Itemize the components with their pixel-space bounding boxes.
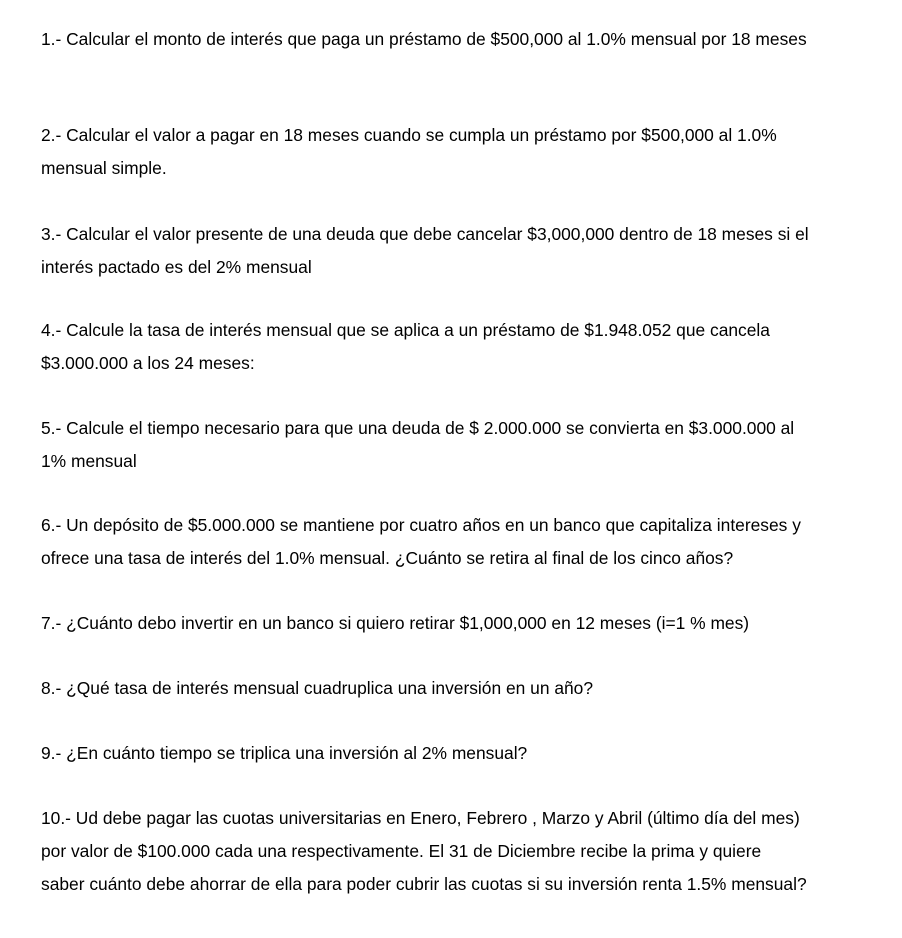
problem-6-line-1: 6.- Un depósito de $5.000.000 se mantiene por cuatro años en un banco que capitaliza intereses y — [41, 515, 801, 535]
problem-2 — [41, 119, 881, 185]
problem-1 — [41, 23, 881, 56]
problem-5-line-1: 5.- Calcule el tiempo necesario para que una deuda de $ 2.000.000 se convierta en $3.000.000 al — [41, 418, 795, 438]
problem-4-line-1: 4.- Calcule la tasa de interés mensual que se aplica a un préstamo de $1.948.052 que cancela — [41, 320, 770, 340]
problem-8 — [41, 672, 881, 705]
problem-9-line-1: 9.- ¿En cuánto tiempo se triplica una inversión al 2% mensual? — [41, 743, 528, 763]
problem-2-line-2: mensual simple. — [41, 158, 167, 178]
problem-10-line-2: por valor de $100.000 cada una respectivamente. El 31 de Diciembre recibe la prima y quiere — [41, 841, 762, 861]
problem-9 — [41, 737, 881, 770]
problem-10-line-1: 10.- Ud debe pagar las cuotas universitarias en Enero, Febrero , Marzo y Abril (último día del mes) — [41, 808, 800, 828]
problem-6-line-2: ofrece una tasa de interés del 1.0% mensual. ¿Cuánto se retira al final de los cinco años? — [41, 548, 734, 568]
problem-7-line-1: 7.- ¿Cuánto debo invertir en un banco si quiero retirar $1,000,000 en 12 meses (i=1 % mes) — [41, 613, 750, 633]
problem-5-line-2: 1% mensual — [41, 451, 137, 471]
problem-7 — [41, 607, 881, 640]
problem-3 — [41, 218, 881, 284]
problem-8-line-1: 8.- ¿Qué tasa de interés mensual cuadruplica una inversión en un año? — [41, 678, 594, 698]
problem-4-line-2: $3.000.000 a los 24 meses: — [41, 353, 255, 373]
problem-1-line-1: 1.- Calcular el monto de interés que paga un préstamo de $500,000 al 1.0% mensual por 18 meses — [41, 29, 807, 49]
problem-2-line-1: 2.- Calcular el valor a pagar en 18 meses cuando se cumpla un préstamo por $500,000 al 1.0% — [41, 125, 777, 145]
problem-4 — [41, 314, 881, 380]
problem-10-line-3: saber cuánto debe ahorrar de ella para poder cubrir las cuotas si su inversión renta 1.5% mensual? — [41, 874, 807, 894]
problem-5 — [41, 412, 881, 478]
problem-3-line-2: interés pactado es del 2% mensual — [41, 257, 312, 277]
problem-10 — [41, 802, 881, 901]
problem-6 — [41, 509, 881, 575]
problem-3-line-1: 3.- Calcular el valor presente de una deuda que debe cancelar $3,000,000 dentro de 18 meses si el — [41, 224, 809, 244]
